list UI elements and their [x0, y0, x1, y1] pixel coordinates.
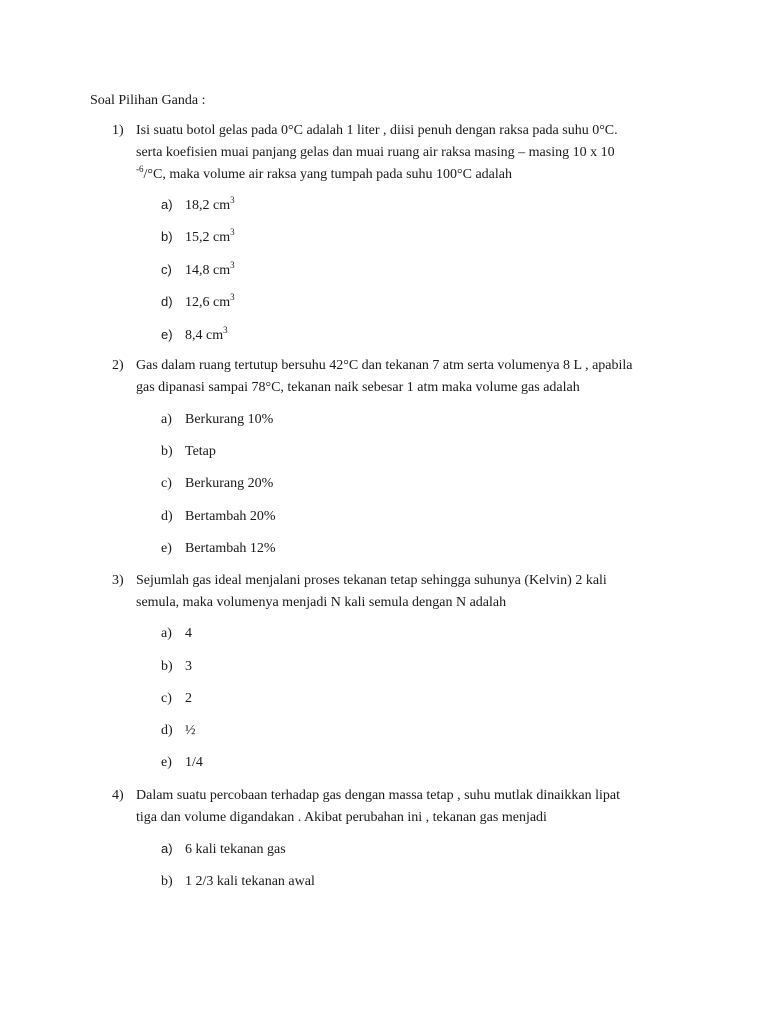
question-text [136, 785, 696, 829]
option-a [161, 840, 286, 859]
option-c [161, 690, 192, 708]
option-exponent: 3 [223, 325, 228, 335]
question-line: Dalam suatu percobaan terhadap gas dengan massa tetap , suhu mutlak dinaikkan lipat [136, 788, 621, 803]
option-text: Tetap [185, 444, 216, 459]
option-text: 1 2/3 kali tekanan awal [185, 874, 315, 889]
document-title: Soal Pilihan Ganda : [90, 93, 206, 108]
question-line: semula, maka volumenya menjadi N kali semula dengan N adalah [136, 595, 507, 610]
option-letter: a) [161, 841, 173, 856]
question-number: 3) [112, 573, 124, 588]
option-exponent: 3 [230, 227, 235, 237]
question-line: Gas dalam ruang tertutup bersuhu 42°C dan tekanan 7 atm serta volumenya 8 L , apabila [136, 358, 633, 373]
question-text [136, 120, 696, 186]
option-letter: e) [161, 755, 172, 770]
option-b [161, 873, 315, 891]
option-text: 8,4 cm [185, 328, 224, 343]
option-letter: b) [161, 659, 173, 674]
option-a [161, 411, 273, 429]
option-a [161, 196, 235, 215]
option-letter: d) [161, 509, 173, 524]
option-text: Bertambah 12% [185, 541, 276, 556]
option-text: 18,2 cm [185, 198, 231, 213]
option-a [161, 625, 192, 643]
option-text: 15,2 cm [185, 230, 231, 245]
question-text [136, 570, 696, 614]
question-line: gas dipanasi sampai 78°C, tekanan naik sebesar 1 atm maka volume gas adalah [136, 380, 580, 395]
question-line: Sejumlah gas ideal menjalani proses tekanan tetap sehingga suhunya (Kelvin) 2 kali [136, 573, 607, 588]
question-text [136, 355, 696, 399]
option-letter: c) [161, 476, 172, 491]
option-letter: a) [161, 197, 173, 212]
option-text: 4 [185, 626, 192, 641]
option-text: ½ [185, 723, 196, 738]
option-d [161, 508, 276, 526]
question-line: Isi suatu botol gelas pada 0°C adalah 1 liter , diisi penuh dengan raksa pada suhu 0°C. [136, 123, 618, 138]
option-b [161, 658, 192, 676]
question-number: 2) [112, 358, 124, 373]
option-letter: c) [161, 262, 172, 277]
option-letter: d) [161, 294, 173, 309]
option-b [161, 228, 235, 247]
option-text: Berkurang 20% [185, 476, 274, 491]
option-letter: c) [161, 691, 172, 706]
question-line: tiga dan volume digandakan . Akibat perubahan ini , tekanan gas menjadi [136, 810, 547, 825]
option-letter: b) [161, 229, 173, 244]
option-letter: e) [161, 541, 172, 556]
option-exponent: 3 [230, 195, 235, 205]
option-letter: a) [161, 626, 172, 641]
question-number: 4) [112, 788, 124, 803]
option-c [161, 261, 235, 280]
option-letter: d) [161, 723, 173, 738]
option-e [161, 754, 203, 772]
exponent: -6 [136, 164, 144, 174]
option-text: 2 [185, 691, 192, 706]
question-line: serta koefisien muai panjang gelas dan muai ruang air raksa masing – masing 10 x 10 [136, 145, 615, 160]
option-e [161, 540, 276, 558]
option-letter: e) [161, 327, 173, 342]
option-letter: b) [161, 444, 173, 459]
option-text: 14,8 cm [185, 263, 231, 278]
option-text: 3 [185, 659, 192, 674]
option-d [161, 722, 196, 740]
option-text: Bertambah 20% [185, 509, 276, 524]
option-text: 1/4 [185, 755, 203, 770]
option-d [161, 293, 235, 312]
option-exponent: 3 [230, 292, 235, 302]
option-text: 6 kali tekanan gas [185, 842, 286, 857]
option-exponent: 3 [230, 260, 235, 270]
option-letter: a) [161, 412, 172, 427]
question-line-text: /°C, maka volume air raksa yang tumpah pada suhu 100°C adalah [143, 167, 512, 182]
option-text: 12,6 cm [185, 295, 231, 310]
option-c [161, 475, 273, 493]
question-number: 1) [112, 123, 124, 138]
option-letter: b) [161, 874, 173, 889]
option-b [161, 443, 216, 461]
option-text: Berkurang 10% [185, 412, 274, 427]
question-line [136, 164, 696, 186]
option-e [161, 326, 228, 345]
